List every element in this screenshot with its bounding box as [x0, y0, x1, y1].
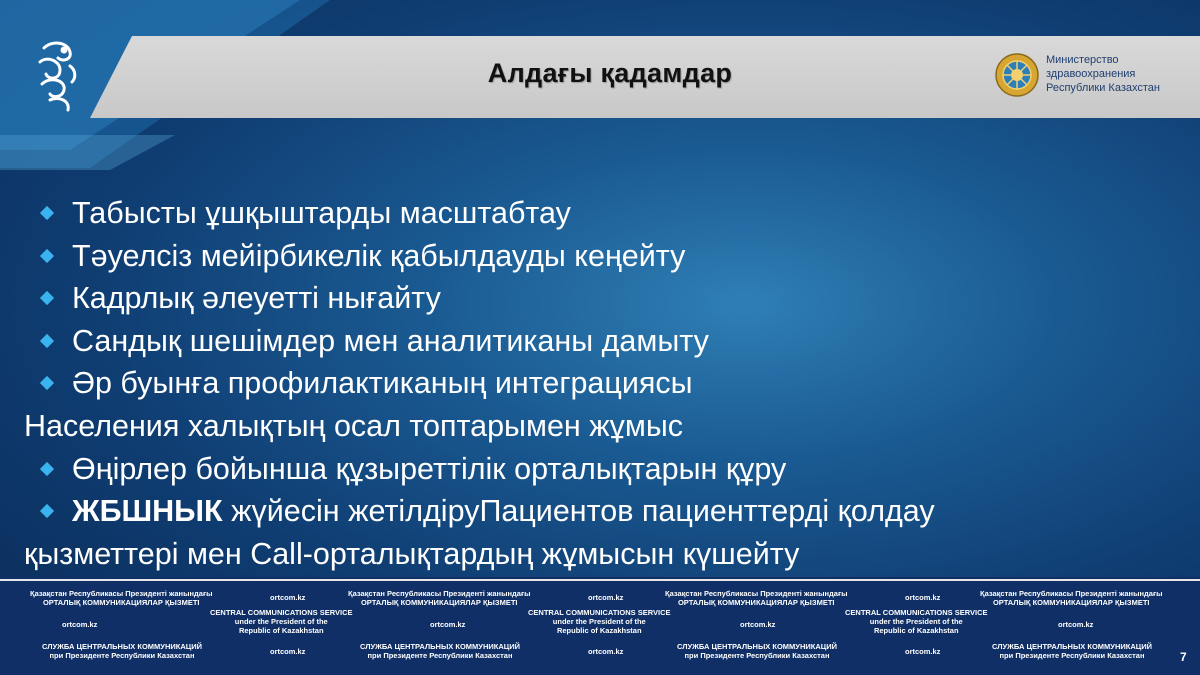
bullet-diamond-icon [40, 291, 54, 305]
watermark-en-line2: under the President of the [234, 617, 328, 626]
slide-title: Алдағы қадамдар [487, 58, 733, 88]
ministry-line-3: Республики Казахстан [1046, 82, 1160, 94]
watermark-ru-line1: СЛУЖБА ЦЕНТРАЛЬНЫХ КОММУНИКАЦИЙ [42, 642, 203, 651]
bullet-bold-text: ЖБШНЫК [72, 494, 223, 529]
bullet-item [24, 192, 1174, 235]
page-number: 7 [1180, 650, 1187, 664]
bullet-text: Сандық шешімдер мен аналитиканы дамыту [72, 323, 709, 358]
watermark-en-line3: Republic of Kazakhstan [238, 626, 324, 635]
watermark-site: ortcom.kz [270, 593, 306, 602]
bullet-item [24, 320, 1174, 363]
watermark-site: ortcom.kz [905, 593, 941, 602]
bullet-continuation [24, 533, 1174, 576]
watermark-site: ortcom.kz [588, 647, 624, 656]
watermark-ru [677, 642, 837, 660]
bullet-text: жүйесін жетілдіруПациентов пациенттерді қолдау [222, 494, 935, 529]
snow-leopard-logo-icon [30, 38, 86, 118]
watermark-ru-line2: при Президенте Республики Казахстан [999, 651, 1145, 660]
watermark-en [845, 608, 988, 635]
ministry-line-2: здравоохранения [1046, 68, 1136, 80]
watermark-ru-line1: СЛУЖБА ЦЕНТРАЛЬНЫХ КОММУНИКАЦИЙ [677, 642, 838, 651]
watermark-kz [665, 589, 847, 607]
watermark-ru-line2: при Президенте Республики Казахстан [684, 651, 830, 660]
bullet-continuation [24, 405, 1174, 448]
footer-divider [0, 579, 1200, 581]
watermark-kz-line1: Қазақстан Республикасы Президенті жанындағы [348, 589, 531, 598]
watermark-en-line2: under the President of the [869, 617, 963, 626]
watermark-en-line3: Republic of Kazakhstan [873, 626, 959, 635]
watermark-ru-line2: при Президенте Республики Казахстан [49, 651, 195, 660]
state-emblem-icon [994, 52, 1040, 98]
bullet-item [24, 448, 1174, 491]
watermark-site: ortcom.kz [905, 647, 941, 656]
watermark-site: ortcom.kz [430, 620, 466, 629]
watermark-site: ortcom.kz [740, 620, 776, 629]
watermark-kz-line2: ОРТАЛЫҚ КОММУНИКАЦИЯЛАР ҚЫЗМЕТІ [42, 598, 200, 607]
watermark-site: ortcom.kz [62, 620, 98, 629]
watermark-ru-line2: при Президенте Республики Казахстан [367, 651, 513, 660]
watermark-kz-line1: Қазақстан Республикасы Президенті жанындағы [665, 589, 848, 598]
bullet-text: Населения халықтың осал топтарымен жұмыс [24, 408, 684, 443]
watermark-ru [42, 642, 202, 660]
watermark-ru [992, 642, 1152, 660]
watermark-site: ortcom.kz [270, 647, 306, 656]
bullet-diamond-icon [40, 206, 54, 220]
watermark-kz [348, 589, 530, 607]
bullet-text: қызметтері мен Call-орталықтардың жұмысын күшейту [24, 536, 800, 571]
watermark-site: ortcom.kz [1058, 620, 1094, 629]
bullet-text: Әр буынға профилактиканың интеграциясы [72, 366, 693, 401]
watermark-ru [360, 642, 520, 660]
watermark-en-line3: Republic of Kazakhstan [556, 626, 642, 635]
watermark-en-line2: under the President of the [552, 617, 646, 626]
bullet-item [24, 277, 1174, 320]
watermark-kz-line1: Қазақстан Республикасы Президенті жанындағы [30, 589, 213, 598]
watermark-site: ortcom.kz [588, 593, 624, 602]
watermark-en-line1: CENTRAL COMMUNICATIONS SERVICE [845, 608, 988, 617]
watermark-kz-line2: ОРТАЛЫҚ КОММУНИКАЦИЯЛАР ҚЫЗМЕТІ [360, 598, 518, 607]
watermark-en-line1: CENTRAL COMMUNICATIONS SERVICE [528, 608, 671, 617]
bullet-item [24, 362, 1174, 405]
watermark-kz-line2: ОРТАЛЫҚ КОММУНИКАЦИЯЛАР ҚЫЗМЕТІ [677, 598, 835, 607]
bullet-list [24, 192, 1174, 575]
watermark-en [210, 608, 353, 635]
bullet-item [24, 235, 1174, 278]
watermark-kz-line1: Қазақстан Республикасы Президенті жанындағы [980, 589, 1163, 598]
watermark-kz [980, 589, 1162, 607]
bullet-diamond-icon [40, 249, 54, 263]
bullet-diamond-icon [40, 461, 54, 475]
watermark-ru-line1: СЛУЖБА ЦЕНТРАЛЬНЫХ КОММУНИКАЦИЙ [360, 642, 521, 651]
footer-watermark [0, 577, 1200, 675]
watermark-en [528, 608, 671, 635]
bullet-item [24, 490, 1174, 533]
bullet-text: Өңірлер бойынша құзыреттілік орталықтарын құру [72, 451, 787, 486]
bullet-diamond-icon [40, 504, 54, 518]
bullet-text: Тәуелсіз мейірбикелік қабылдауды кеңейту [72, 238, 686, 273]
bullet-diamond-icon [40, 376, 54, 390]
ministry-line-1: Министерство [1046, 54, 1119, 66]
watermark-ru-line1: СЛУЖБА ЦЕНТРАЛЬНЫХ КОММУНИКАЦИЙ [992, 642, 1153, 651]
watermark-kz [30, 589, 212, 607]
ministry-label [1046, 53, 1196, 95]
bullet-diamond-icon [40, 334, 54, 348]
bullet-text: Кадрлық әлеуетті нығайту [72, 281, 441, 316]
bullet-text: Табысты ұшқыштарды масштабтау [72, 196, 571, 230]
watermark-en-line1: CENTRAL COMMUNICATIONS SERVICE [210, 608, 353, 617]
watermark-kz-line2: ОРТАЛЫҚ КОММУНИКАЦИЯЛАР ҚЫЗМЕТІ [992, 598, 1150, 607]
